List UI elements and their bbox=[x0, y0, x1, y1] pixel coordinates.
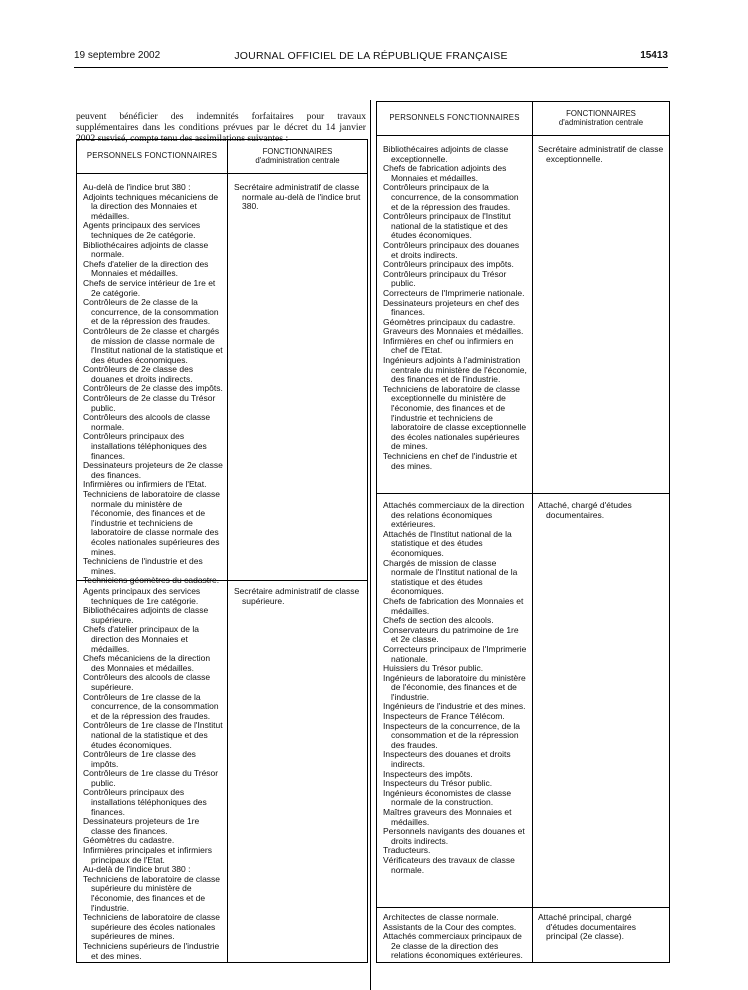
personnel-entry: Ingénieurs économistes de classe normale de la construction. bbox=[383, 787, 512, 808]
personnel-entry: Graveurs des Monnaies et médailles. bbox=[383, 326, 524, 337]
personnel-entry: Architectes de classe normale. bbox=[383, 912, 499, 922]
personnel-entry: Contrôleurs de 1re classe de l'Institut national de la statistique et des études économiques. bbox=[83, 720, 223, 750]
personnels-cell bbox=[383, 913, 528, 961]
personnel-entry: Contrôleurs principaux des installations téléphoniques des finances. bbox=[83, 787, 207, 817]
personnels-cell bbox=[383, 145, 528, 471]
personnel-entry: Techniciens géomètres du cadastre. bbox=[83, 575, 220, 586]
intro-paragraph: peuvent bénéficier des indemnités forfaitaires pour travaux supplémentaires dans les conditions prévues par le décret du 14 janvier 2002 susvisé, compte tenu des assimilations suivantes : bbox=[76, 110, 366, 144]
personnel-entry: Contrôleurs de 1re classe des impôts. bbox=[83, 749, 196, 769]
column-separator bbox=[532, 101, 533, 962]
personnel-entry: Dessinateurs projeteurs en chef des finances. bbox=[383, 297, 520, 318]
personnel-entry: Contrôleurs de 1re classe du Trésor public. bbox=[83, 768, 219, 788]
equivalent-grade: Secrétaire administratif de classe normale au-delà de l'indice brut 380. bbox=[234, 182, 361, 212]
equivalent-cell bbox=[538, 913, 664, 942]
personnel-entry: Chefs mécaniciens de la direction des Monnaies et médailles. bbox=[83, 653, 211, 673]
personnel-entry: Inspecteurs des impôts. bbox=[383, 768, 473, 779]
personnel-entry: Ingénieurs de laboratoire du ministère de l'économie, des finances et de l'industrie. bbox=[383, 672, 526, 702]
personnel-entry: Bibliothécaires adjoints de classe normale. bbox=[83, 239, 209, 260]
personnel-entry: Contrôleurs principaux de l'Institut national de la statistique et des études économiques. bbox=[383, 211, 511, 241]
header-page-number: 15413 bbox=[640, 50, 668, 61]
personnel-entry: Bibliothécaires adjoints de classe supérieure. bbox=[83, 605, 209, 625]
personnel-entry: Infirmières en chef ou infirmiers en chef de l'Etat. bbox=[383, 335, 514, 356]
personnel-entry: Correcteurs de l'Imprimerie nationale. bbox=[383, 287, 525, 298]
personnel-entry: Géomètres principaux du cadastre. bbox=[383, 316, 516, 327]
header-date: 19 septembre 2002 bbox=[74, 50, 161, 61]
personnel-entry: Assistants de la Cour des comptes. bbox=[383, 921, 517, 932]
personnel-entry: Chefs d'atelier principaux de la direction des Monnaies et médailles. bbox=[83, 624, 199, 654]
personnel-entry: Techniciens supérieurs de l'industrie et des mines. bbox=[83, 940, 220, 961]
personnel-entry: Techniciens de l'industrie et des mines. bbox=[83, 556, 203, 576]
equivalent-grade: Secrétaire administratif de classe exceptionnelle. bbox=[538, 144, 664, 164]
personnel-entry: Ingénieurs adjoints à l'administration centrale du ministère de l'économie, des finances et de l'industrie. bbox=[383, 355, 527, 385]
personnel-entry: Chefs d'atelier de la direction des Monnaies et médailles. bbox=[83, 258, 209, 279]
column-header-fonctionnaires: FONCTIONNAIRES d'administration centrale bbox=[558, 108, 644, 127]
personnel-entry: Infirmières principales et infirmiers principaux de l'Etat. bbox=[83, 845, 212, 865]
personnel-entry: Chefs de fabrication adjoints des Monnaies et médailles. bbox=[383, 163, 507, 183]
personnel-entry: Contrôleurs de 2e classe et chargés de mission de classe normale de l'Institut national de la statistique et des études économiques. bbox=[83, 325, 223, 365]
personnel-entry: Géomètres du cadastre. bbox=[83, 835, 175, 846]
equivalent-grade: Secrétaire administratif de classe supérieure. bbox=[234, 586, 360, 606]
personnel-entry: Contrôleurs de 2e classe de la concurrence, de la consommation et de la répression des fraudes. bbox=[83, 297, 219, 327]
personnel-entry: Contrôleurs de 2e classe des douanes et droits indirects. bbox=[83, 364, 194, 384]
personnel-entry: Contrôleurs principaux de la concurrence, de la consommation et de la répression des fraudes. bbox=[383, 182, 519, 212]
running-header bbox=[74, 50, 668, 66]
equivalent-cell bbox=[538, 501, 664, 520]
personnel-entry: Agents principaux des services techniques de 1re catégorie. bbox=[83, 586, 201, 606]
personnels-cell bbox=[83, 587, 223, 961]
personnel-entry: Huissiers du Trésor public. bbox=[383, 663, 484, 674]
group-separator bbox=[377, 493, 669, 494]
personnel-entry: Techniciens de laboratoire de classe supérieure du ministère de l'économie, des finances et de l'industrie. bbox=[83, 873, 221, 913]
equivalent-cell bbox=[234, 183, 362, 212]
header-journal-title: JOURNAL OFFICIEL DE LA RÉPUBLIQUE FRANÇAISE bbox=[234, 50, 508, 62]
equivalent-cell bbox=[234, 587, 362, 606]
equivalent-grade: Attaché principal, chargé d'études documentaires principal (2e classe). bbox=[538, 912, 636, 942]
personnel-entry: Au-delà de l'indice brut 380 : bbox=[83, 864, 191, 875]
personnel-entry: Contrôleurs principaux du Trésor public. bbox=[383, 268, 507, 289]
personnels-cell bbox=[383, 501, 528, 875]
column-divider bbox=[370, 100, 371, 990]
personnel-entry: Dessinateurs projeteurs de 2e classe des finances. bbox=[83, 460, 223, 480]
personnel-entry: Attachés de l'Institut national de la statistique et des études économiques. bbox=[383, 528, 512, 558]
personnel-entry: Infirmières ou infirmiers de l'Etat. bbox=[83, 479, 207, 490]
personnel-entry: Agents principaux des services techniques de 2e catégorie. bbox=[83, 220, 201, 240]
personnel-entry: Contrôleurs principaux des installations téléphoniques des finances. bbox=[83, 431, 207, 461]
personnel-entry: Contrôleurs principaux des douanes et droits indirects. bbox=[383, 239, 520, 260]
personnel-entry: Inspecteurs du Trésor public. bbox=[383, 778, 493, 789]
personnel-entry: Contrôleurs de 1re classe de la concurrence, de la consommation et de la répression des fraudes. bbox=[83, 691, 219, 721]
personnel-entry: Inspecteurs des douanes et droits indirects. bbox=[383, 749, 511, 770]
personnel-entry: Dessinateurs projeteurs de 1re classe des finances. bbox=[83, 816, 200, 836]
personnel-entry: Personnels navigants des douanes et droits indirects. bbox=[383, 826, 525, 846]
personnel-entry: Techniciens de laboratoire de classe normale du ministère de l'économie, des finances et de l'industrie et techniciens de laboratoire de classe normale des écoles nationales supérieures des mines. bbox=[83, 489, 221, 557]
personnel-entry: Contrôleurs de 2e classe des impôts. bbox=[83, 383, 223, 394]
personnel-entry: Techniciens de laboratoire de classe exceptionnelle du ministère de l'économie, des finances et de l'industrie et techniciens de laboratoire de classe exceptionnelle des écoles nationales supérieures de mines. bbox=[383, 383, 527, 452]
personnel-entry: Contrôleurs principaux des impôts. bbox=[383, 259, 514, 270]
personnels-cell bbox=[83, 183, 223, 586]
equivalent-cell bbox=[538, 145, 664, 164]
personnel-entry: Ingénieurs de l'industrie et des mines. bbox=[383, 701, 526, 712]
personnel-entry: Correcteurs principaux de l'Imprimerie nationale. bbox=[383, 643, 527, 664]
group-separator bbox=[377, 907, 669, 908]
personnel-entry: Inspecteurs de France Télécom. bbox=[383, 711, 505, 722]
equivalent-grade: Attaché, chargé d'études documentaires. bbox=[538, 500, 632, 520]
personnel-entry: Chargés de mission de classe normale de l'Institut national de la statistique et des études économiques. bbox=[383, 557, 518, 597]
personnel-entry: Chefs de fabrication des Monnaies et médailles. bbox=[383, 595, 524, 616]
assimilation-table-right bbox=[376, 101, 670, 963]
column-separator bbox=[227, 139, 228, 962]
personnel-entry: Inspecteurs de la concurrence, de la consommation et de la répression des fraudes. bbox=[383, 720, 521, 750]
header-rule bbox=[74, 67, 668, 68]
assimilation-table-left bbox=[76, 139, 368, 963]
personnel-entry: Contrôleurs de 2e classe du Trésor public. bbox=[83, 393, 216, 413]
column-header-fonctionnaires: FONCTIONNAIRES d'administration centrale bbox=[255, 146, 340, 165]
personnel-entry: Techniciens en chef de l'industrie et des mines. bbox=[383, 451, 517, 471]
personnel-entry: Chefs de section des alcools. bbox=[383, 615, 494, 626]
personnel-entry: Vérificateurs des travaux de classe normale. bbox=[383, 854, 515, 875]
personnel-entry: Bibliothécaires adjoints de classe exceptionnelle. bbox=[383, 144, 509, 164]
personnel-entry: Attachés commerciaux principaux de 2e classe de la direction des relations économiques extérieures. bbox=[383, 931, 523, 961]
column-header-personnels: PERSONNELS FONCTIONNAIRES bbox=[86, 150, 218, 160]
personnel-entry: Techniciens de laboratoire de classe supérieure des écoles nationales supérieures de mines. bbox=[83, 912, 221, 942]
personnel-entry: Chefs de service intérieur de 1re et 2e catégorie. bbox=[83, 277, 216, 298]
personnel-entry: Au-delà de l'indice brut 380 : bbox=[83, 182, 191, 192]
personnel-entry: Contrôleurs des alcools de classe supérieure. bbox=[83, 672, 211, 692]
personnel-entry: Traducteurs. bbox=[383, 845, 431, 856]
personnel-entry: Maîtres graveurs des Monnaies et médailles. bbox=[383, 807, 512, 827]
column-header-personnels: PERSONNELS FONCTIONNAIRES bbox=[389, 112, 520, 122]
personnel-entry: Adjoints techniques mécaniciens de la direction des Monnaies et médailles. bbox=[83, 191, 219, 221]
personnel-entry: Attachés commerciaux de la direction des relations économiques extérieures. bbox=[383, 500, 525, 530]
personnel-entry: Conservateurs du patrimoine de 1re et 2e classe. bbox=[383, 624, 519, 645]
personnel-entry: Contrôleurs des alcools de classe normale. bbox=[83, 412, 211, 432]
